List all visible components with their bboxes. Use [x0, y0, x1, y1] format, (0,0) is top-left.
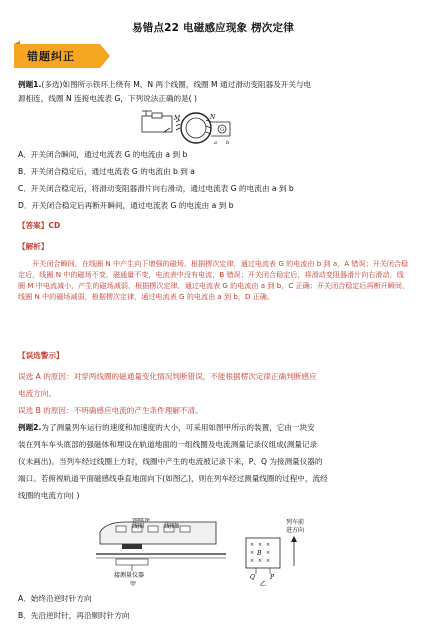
svg-text:×: ×: [250, 542, 255, 548]
q1-text-1: 如图所示铁环上绕有 M、N 两个线圈，线圈 M 通过滑动变阻器及开关与电: [62, 80, 312, 89]
q2-figure: [96, 518, 326, 592]
q1-line1: [18, 80, 412, 90]
q1-warning-line1: 误选 A 的原因：对穿两线圈的磁通量变化情况判断错误，不能根据楞次定律正确判断感应: [18, 372, 317, 381]
svg-text:×: ×: [266, 550, 271, 556]
q1-tag: (多选): [41, 80, 63, 89]
fig2-label-magnet: 强磁体: [132, 518, 151, 523]
q2-line2: 装在列车车头底部的强磁体和埋设在轨道地面的一组线圈及电流测量记录仪组成(测量记录: [18, 440, 318, 449]
q1-figure: [140, 110, 240, 154]
section-banner: [14, 41, 112, 71]
svg-text:×: ×: [258, 558, 263, 564]
q1-warning-line3: 误选 B 的原因：不明确感应电流的产生条件理解不清。: [18, 406, 203, 415]
q1-option-a: A．开关闭合瞬间，通过电流表 G 的电流由 a 到 b: [18, 150, 188, 159]
label-n: N: [210, 114, 216, 121]
fig2-label-instrument: 接测量仪器: [114, 572, 145, 579]
svg-text:×: ×: [250, 558, 255, 564]
label-m: M: [174, 115, 181, 122]
q1-analysis-text: 开关闭合瞬间，在线圈 N 中产生向下增强的磁场，根据楞次定律，通过电流表 G 的电流由 b 到 a，A 错误；开关闭合稳定后，线圈 N 中的磁场不变，磁通量不变，电流表中没有电流，B 错误；开关闭合稳定后，将滑动变阻器滑片向右滑动，线圈 M 中电流减小，产生的磁场减弱，根据楞次定律，通过电流表 G 的电流由 a 到 b，C 正确；开关闭合稳定后再断开瞬间，线圈 N 中的磁场减弱，根据楞次定律，通过电流表 G 的电流由 a 到 b，D 正确。: [18, 259, 410, 301]
banner-label: 错题纠正: [27, 50, 75, 63]
q1-option-c: C．开关闭合稳定后，将滑动变阻器滑片向右滑动，通过电流表 G 的电流由 a 到 b: [18, 184, 294, 193]
q2-option-a: A．始终沿逆时针方向: [18, 594, 92, 603]
q1-warning-header: 【误选警示】: [18, 351, 64, 360]
q1-line2: 源相连，线圈 N 连接电流表 G，下列说法正确的是( ): [18, 94, 198, 103]
q1-answer: 【答案】CD: [18, 221, 61, 230]
svg-text:×: ×: [266, 558, 271, 564]
fig2-label-b: B: [257, 550, 262, 557]
q2-option-b: B．先沿逆时针，再沿顺时针方向: [18, 611, 130, 620]
q2-line3: 仪未画出)。当列车经过线圈上方时，线圈中产生的电流被记录下来，P、Q 为接测量仪器的: [18, 457, 323, 466]
fig2-label-jia: 甲: [130, 581, 137, 588]
svg-text:×: ×: [250, 550, 255, 556]
fig2-label-coil2: 线圈Ⅱ: [164, 523, 179, 530]
q2-line1: [18, 423, 412, 433]
q2-prefix: 例题2.: [18, 423, 42, 432]
q1-option-d: D．开关闭合稳定后再断开瞬间，通过电流表 G 的电流由 a 到 b: [18, 201, 234, 210]
svg-text:×: ×: [266, 542, 271, 548]
q2-line5: 线圈的电流方向( ): [18, 491, 80, 500]
label-g: G: [220, 127, 224, 133]
fig2-label-direction2: 进方向: [286, 527, 305, 534]
page-title: 易错点22 电磁感应现象 楞次定律: [132, 22, 294, 34]
q1-option-b: B．开关闭合稳定后，通过电流表 G 的电流由 b 到 a: [18, 167, 195, 176]
label-a: a: [214, 140, 217, 146]
q1-analysis-header: 【解析】: [18, 242, 49, 251]
q2-text-1: 为了测量列车运行的速度和加速度的大小，可采用如图甲所示的装置，它由一块安: [41, 423, 315, 432]
fig2-label-q: Q: [250, 574, 255, 581]
fig2-label-direction1: 列车前: [286, 519, 305, 526]
fig2-label-yi: 乙: [260, 581, 267, 588]
fig2-label-coil: 线圈: [132, 523, 145, 530]
fig2-label-p: P: [270, 574, 275, 581]
q2-line4: 端口。若俯视轨道平面磁感线垂直地面向下(如图乙)，则在列车经过测量线圈的过程中，流经: [18, 474, 328, 483]
q1-prefix: 例题1.: [18, 80, 42, 89]
svg-text:×: ×: [258, 542, 263, 548]
label-b: b: [226, 140, 230, 146]
q1-warning-line2: 电流方向。: [18, 389, 56, 398]
